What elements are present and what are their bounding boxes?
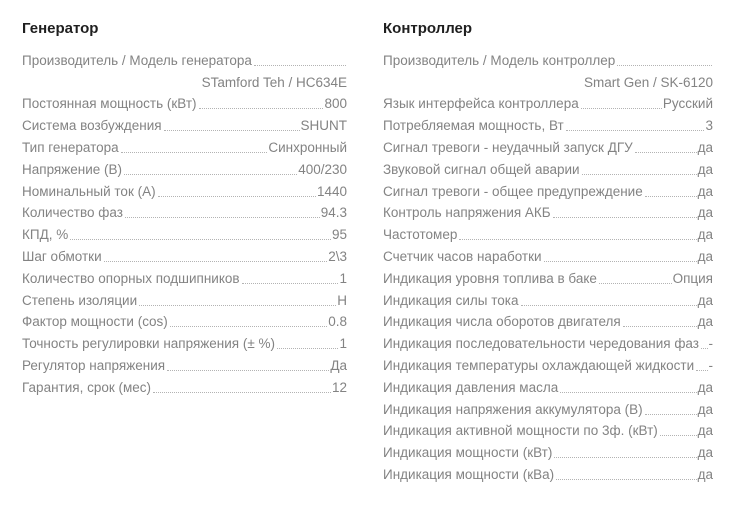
spec-value: да — [697, 292, 713, 308]
dotted-leader — [635, 152, 697, 153]
dotted-leader — [521, 305, 697, 306]
spec-row — [383, 440, 713, 462]
spec-label: Номинальный ток (А) — [22, 183, 156, 199]
spec-row — [383, 353, 713, 375]
dotted-leader — [167, 370, 329, 371]
generator-section-title: Генератор — [22, 20, 99, 37]
dotted-leader — [560, 392, 696, 393]
spec-row — [22, 135, 347, 157]
generator-spec-rows — [22, 92, 347, 397]
spec-label: Постоянная мощность (кВт) — [22, 96, 197, 112]
dotted-leader — [153, 392, 331, 393]
spec-label: Индикация активной мощности по 3ф. (кВт) — [383, 423, 658, 439]
spec-label: Индикация напряжения аккумулятора (В) — [383, 401, 643, 417]
spec-label: Частотомер — [383, 227, 458, 243]
spec-value: 94.3 — [320, 205, 347, 221]
spec-row — [383, 179, 713, 201]
spec-value: да — [697, 314, 713, 330]
spec-value: Опция — [672, 270, 713, 286]
spec-row — [22, 331, 347, 353]
dotted-leader — [544, 261, 697, 262]
dotted-leader — [125, 217, 320, 218]
manufacturer-row — [383, 48, 713, 70]
spec-value: 400/230 — [298, 161, 347, 177]
dotted-leader — [170, 326, 328, 327]
spec-value: 1 — [339, 270, 347, 286]
dotted-leader — [701, 348, 708, 349]
dotted-leader — [617, 65, 712, 66]
manufacturer-label: Производитель / Модель генератора — [22, 52, 252, 68]
spec-label: Фактор мощности (cos) — [22, 314, 168, 330]
spec-row — [383, 266, 713, 288]
spec-row — [22, 266, 347, 288]
spec-value: 3 — [705, 118, 713, 134]
spec-label: Индикация мощности (кВа) — [383, 466, 555, 482]
spec-value: да — [697, 466, 713, 482]
spec-value: SHUNT — [300, 118, 347, 134]
spec-value: да — [697, 139, 713, 155]
dotted-leader — [199, 108, 324, 109]
dotted-leader — [254, 65, 346, 66]
spec-label: Индикация мощности (кВт) — [383, 445, 553, 461]
spec-value: 0.8 — [328, 314, 347, 330]
spec-value: 95 — [331, 227, 347, 243]
spec-label: КПД, % — [22, 227, 69, 243]
spec-value: Да — [330, 357, 347, 373]
spec-row — [383, 462, 713, 484]
spec-label: Количество опорных подшипников — [22, 270, 240, 286]
spec-label: Регулятор напряжения — [22, 357, 166, 373]
dotted-leader — [277, 348, 338, 349]
dotted-leader — [599, 283, 672, 284]
spec-value: да — [697, 227, 713, 243]
manufacturer-value: Smart Gen / SK-6120 — [583, 74, 713, 90]
spec-value: 2\3 — [328, 248, 347, 264]
dotted-leader — [696, 370, 707, 371]
spec-value: Н — [337, 292, 347, 308]
spec-row — [383, 157, 713, 179]
spec-row — [383, 92, 713, 114]
dotted-leader — [70, 239, 331, 240]
spec-value: Русский — [662, 96, 713, 112]
dotted-leader — [121, 152, 268, 153]
generator-spec-column — [22, 16, 347, 484]
spec-row — [383, 244, 713, 266]
manufacturer-value: STamford Teh / HC634E — [201, 74, 347, 90]
spec-row — [22, 92, 347, 114]
spec-value: да — [697, 445, 713, 461]
dotted-leader — [242, 283, 339, 284]
spec-label: Сигнал тревоги - общее предупреждение — [383, 183, 643, 199]
spec-row — [22, 375, 347, 397]
dotted-leader — [556, 479, 696, 480]
spec-label: Напряжение (В) — [22, 161, 123, 177]
spec-row — [383, 222, 713, 244]
spec-row — [383, 419, 713, 441]
controller-spec-rows — [383, 92, 713, 484]
dotted-leader — [554, 457, 696, 458]
spec-label: Индикация температуры охлаждающей жидкости — [383, 357, 695, 373]
spec-row — [383, 288, 713, 310]
dotted-leader — [660, 435, 697, 436]
spec-row — [22, 179, 347, 201]
spec-label: Количество фаз — [22, 205, 123, 221]
spec-label: Счетчик часов наработки — [383, 248, 542, 264]
spec-row — [22, 353, 347, 375]
spec-row — [22, 222, 347, 244]
spec-label: Гарантия, срок (мес) — [22, 379, 152, 395]
spec-value: - — [708, 336, 713, 352]
spec-value: 1 — [339, 336, 347, 352]
spec-label: Индикация давления масла — [383, 379, 559, 395]
spec-row — [383, 397, 713, 419]
spec-row — [383, 375, 713, 397]
spec-value: да — [697, 161, 713, 177]
spec-value: да — [697, 401, 713, 417]
dotted-leader — [104, 261, 328, 262]
spec-row — [22, 244, 347, 266]
spec-label: Индикация уровня топлива в баке — [383, 270, 597, 286]
spec-row — [22, 201, 347, 223]
dotted-leader — [645, 414, 697, 415]
spec-label: Система возбуждения — [22, 118, 162, 134]
spec-label: Сигнал тревоги - неудачный запуск ДГУ — [383, 139, 633, 155]
spec-label: Шаг обмотки — [22, 248, 102, 264]
manufacturer-row — [22, 48, 347, 70]
spec-label: Потребляемая мощность, Вт — [383, 118, 564, 134]
spec-row — [22, 288, 347, 310]
dotted-leader — [459, 239, 696, 240]
dotted-leader — [623, 326, 697, 327]
spec-value: 12 — [331, 379, 347, 395]
dotted-leader — [158, 196, 316, 197]
spec-row — [22, 113, 347, 135]
dotted-leader — [164, 130, 300, 131]
controller-spec-column — [383, 16, 713, 484]
spec-value: 1440 — [316, 183, 347, 199]
spec-label: Звуковой сигнал общей аварии — [383, 161, 580, 177]
dotted-leader — [645, 196, 697, 197]
spec-label: Точность регулировки напряжения (± %) — [22, 336, 276, 352]
dotted-leader — [124, 174, 297, 175]
spec-row — [22, 310, 347, 332]
spec-label: Контроль напряжения АКБ — [383, 205, 551, 221]
spec-label: Индикация силы тока — [383, 292, 519, 308]
spec-row — [383, 331, 713, 353]
manufacturer-label: Производитель / Модель контроллер — [383, 52, 616, 68]
spec-value: да — [697, 423, 713, 439]
spec-label: Язык интерфейса контроллера — [383, 96, 579, 112]
spec-value: да — [697, 379, 713, 395]
dotted-leader — [581, 108, 662, 109]
dotted-leader — [582, 174, 697, 175]
spec-row — [383, 310, 713, 332]
spec-value: да — [697, 205, 713, 221]
controller-section-title: Контроллер — [383, 20, 473, 37]
dotted-leader — [566, 130, 705, 131]
dotted-leader — [139, 305, 336, 306]
spec-value: да — [697, 183, 713, 199]
spec-value: - — [708, 357, 713, 373]
spec-value: 800 — [324, 96, 347, 112]
spec-row — [383, 113, 713, 135]
spec-label: Индикация числа оборотов двигателя — [383, 314, 621, 330]
spec-label: Индикация последовательности чередования фаз — [383, 336, 699, 352]
spec-label: Тип генератора — [22, 139, 119, 155]
spec-row — [383, 201, 713, 223]
spec-row — [22, 157, 347, 179]
dotted-leader — [553, 217, 697, 218]
spec-row — [383, 135, 713, 157]
spec-value: Синхронный — [268, 139, 347, 155]
spec-label: Степень изоляции — [22, 292, 138, 308]
spec-value: да — [697, 248, 713, 264]
